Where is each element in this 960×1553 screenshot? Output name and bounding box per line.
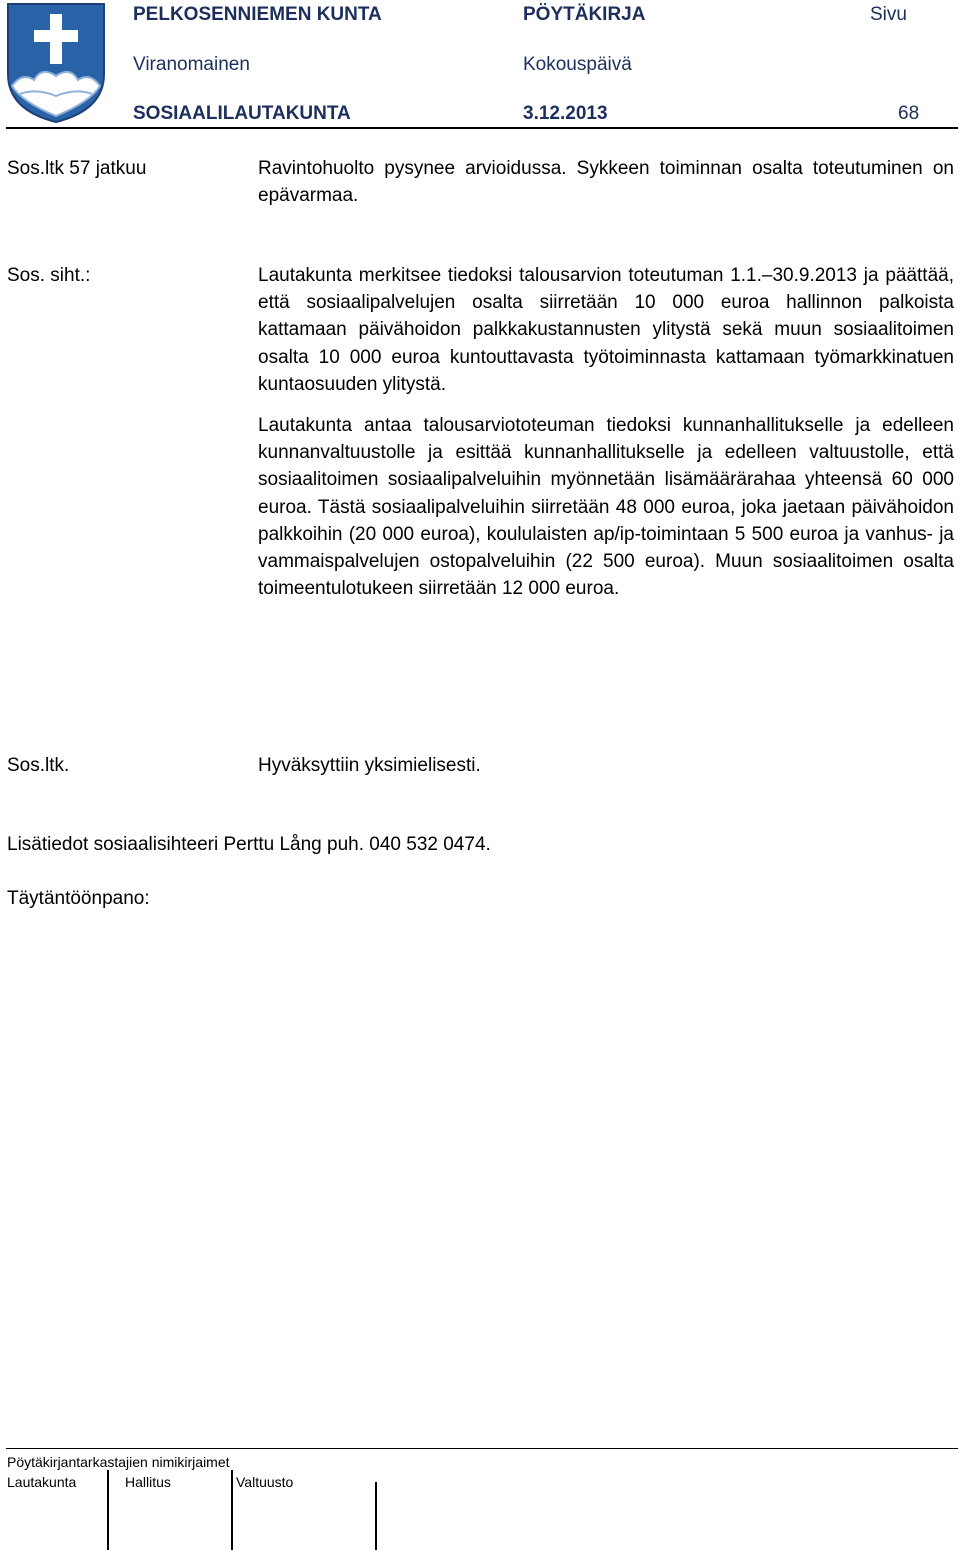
page-label: Sivu <box>870 4 907 25</box>
implementation-label: Täytäntöönpano: <box>7 888 150 909</box>
municipality-name: PELKOSENNIEMEN KUNTA <box>133 4 382 25</box>
signature-column-divider <box>375 1482 377 1550</box>
section-label-decision: Sos.ltk. <box>7 755 70 776</box>
document-type: PÖYTÄKIRJA <box>523 4 646 25</box>
section-text-decision <box>258 752 954 779</box>
signatures-title: Pöytäkirjantarkastajien nimikirjaimet <box>7 1454 230 1470</box>
section-label-continued: Sos.ltk 57 jatkuu <box>7 158 147 179</box>
signature-column-divider <box>107 1470 109 1550</box>
section-label-secretary: Sos. siht.: <box>7 265 91 286</box>
section-text-continued <box>258 155 954 209</box>
paragraph: Lautakunta merkitsee tiedoksi talousarvion toteutuman 1.1.–30.9.2013 ja päättää, että sosiaalipalvelujen osalta siirretään 10 000 euroa hallinnon palkoista kattamaan päivähoidon palkkakustannusten ylitystä sekä muun sosiaalitoimen osalta 10 000 euroa kuntouttavasta työtoiminnasta kattamaan työmarkkinatuen kuntaosuuden ylitystä. <box>258 265 954 395</box>
signature-column-divider <box>231 1470 233 1550</box>
meeting-date-label: Kokouspäivä <box>523 54 632 75</box>
authority-name: SOSIAALILAUTAKUNTA <box>133 103 351 124</box>
signature-label-board: Lautakunta <box>7 1474 77 1490</box>
header-divider <box>6 127 958 129</box>
signature-divider <box>6 1448 958 1449</box>
paragraph: Ravintohuolto pysynee arvioidussa. Sykkeen toiminnan osalta toteutuminen on epävarmaa. <box>258 158 954 207</box>
paragraph: Lautakunta antaa talousarviototeuman tiedoksi kunnanhallitukselle ja edelleen kunnanvaltuustolle ja esittää kunnanhallitukselle ja edelleen valtuustolle, että sosiaalitoimen sosiaalipalveluihin myönnetään lisämäärärahaa yhteensä 60 000 euroa. Tästä sosiaalipalveluihin siirretään 48 000 euroa, joka jaetaan päivähoidon palkkoihin (20 000 euroa), koululaisten ap/ip-toimintaan 5 500 euroa ja vanhus- ja vammaispalvelujen ostopalveluihin (22 500 euroa). Muun sosiaalitoimen osalta toimeentulotukeen siirretään 12 000 euroa. <box>258 415 954 600</box>
meeting-date: 3.12.2013 <box>523 103 608 124</box>
additional-info: Lisätiedot sosiaalisihteeri Perttu Lång puh. 040 532 0474. <box>7 834 491 855</box>
paragraph: Hyväksyttiin yksimielisesti. <box>258 755 481 776</box>
section-text-secretary <box>258 262 954 602</box>
authority-label: Viranomainen <box>133 54 250 75</box>
municipality-crest-logo <box>6 2 106 124</box>
page-number: 68 <box>898 103 920 124</box>
signature-label-government: Hallitus <box>125 1474 171 1490</box>
signature-label-council: Valtuusto <box>236 1474 294 1490</box>
